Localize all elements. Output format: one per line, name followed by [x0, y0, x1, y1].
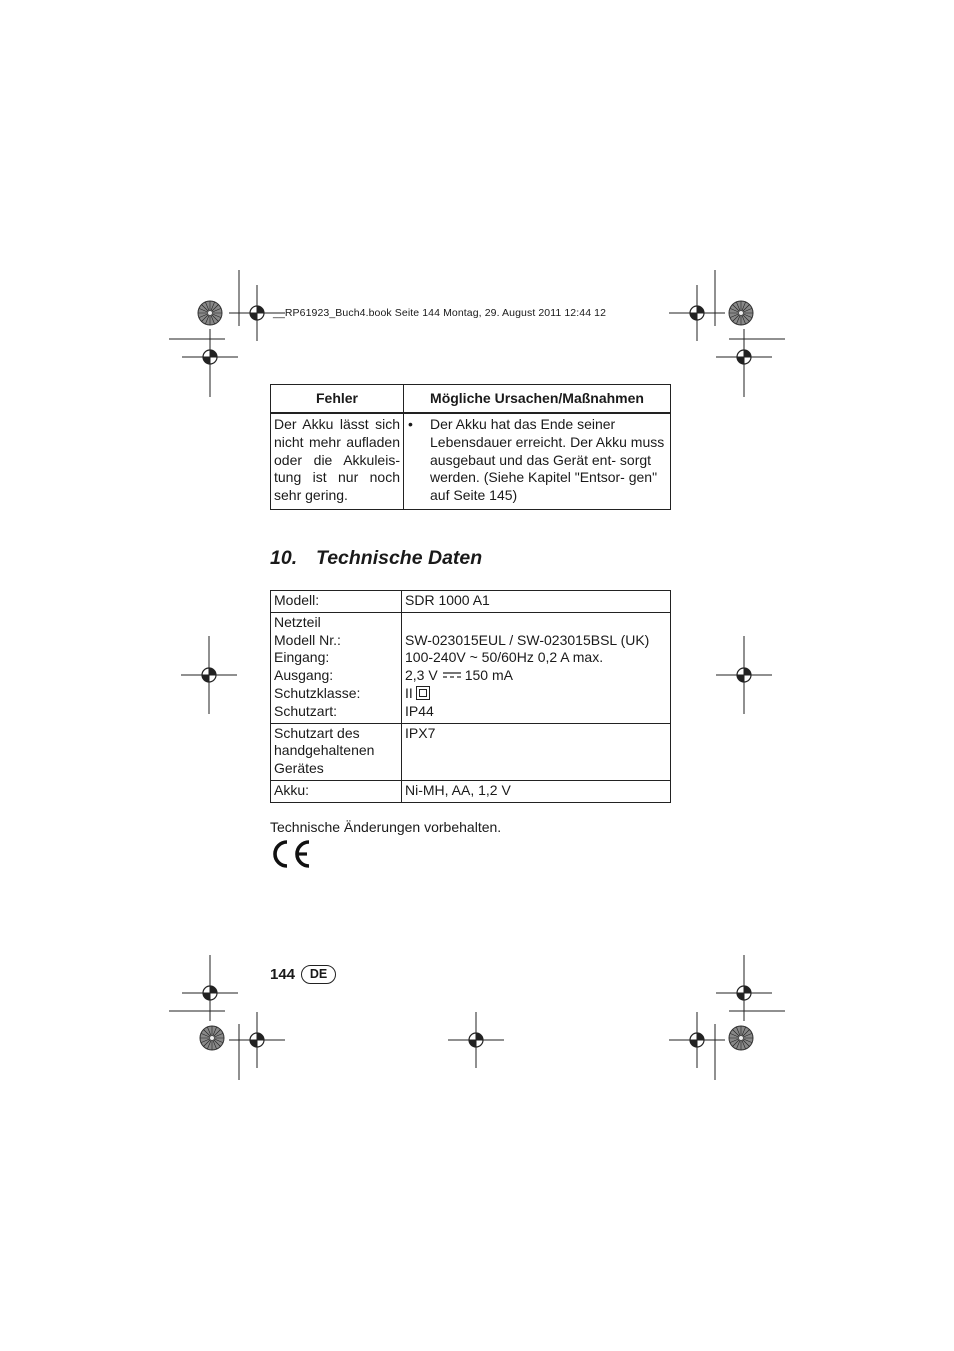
troubleshooting-table [270, 384, 671, 510]
spec-value: SDR 1000 A1 [402, 591, 671, 613]
dc-current-icon [443, 671, 461, 679]
spec-label: Schutzart des handgehaltenen Gerätes [271, 723, 402, 780]
change-notice: Technische Änderungen vorbehalten. [270, 819, 502, 835]
table-row [271, 612, 671, 723]
spec-label: Ausgang: [274, 667, 334, 684]
spec-value: 100-240V ~ 50/60Hz 0,2 A max. [405, 649, 604, 666]
spec-label-group [271, 612, 402, 723]
page-number: 144 [270, 966, 296, 983]
double-insulation-icon [416, 686, 430, 700]
ce-mark-icon [270, 838, 312, 870]
spec-label: Modell: [271, 591, 402, 613]
section-number: 10. [270, 547, 298, 569]
print-header: __RP61923_Buch4.book Seite 144 Montag, 29. August 2011 12:44 12 [273, 307, 607, 319]
table-row [271, 723, 671, 780]
spec-label: Eingang: [274, 649, 330, 666]
fault-cell: Der Akku lässt sich nicht mehr aufladen oder die Akkuleis- tung ist nur noch sehr gering. [271, 413, 404, 509]
section-heading [270, 547, 482, 570]
spec-value: Ni-MH, AA, 1,2 V [402, 780, 671, 802]
table-row [271, 780, 671, 802]
spec-value: IP44 [405, 702, 434, 719]
bullet: • [408, 416, 413, 432]
spec-label: Modell Nr.: [274, 631, 341, 648]
language-badge: DE [301, 965, 336, 984]
output-voltage: 2,3 V [405, 667, 438, 684]
spec-label: Schutzklasse: [274, 684, 361, 701]
spec-value-output [405, 667, 667, 685]
cause-cell [404, 413, 671, 509]
table-row [271, 413, 671, 509]
table-header-row [271, 385, 671, 414]
spec-label: Netzteil [274, 613, 321, 630]
technical-data-table [270, 590, 671, 803]
column-header-fault: Fehler [271, 385, 404, 414]
table-row [271, 591, 671, 613]
spec-label: Schutzart: [274, 702, 338, 719]
spec-value-class [405, 685, 667, 703]
output-current: 150 mA [464, 667, 513, 684]
spec-value-group [402, 612, 671, 723]
protection-class: II [405, 684, 413, 701]
spec-label: Akku: [271, 780, 402, 802]
spec-value: IPX7 [402, 723, 671, 780]
cause-text: Der Akku hat das Ende seiner Lebensdauer erreicht. Der Akku muss ausgebaut und das Gerät ent- sorgt werden. (Siehe Kapitel "Entsor- gen" auf Seite 145) [430, 416, 665, 504]
spec-value: SW-023015EUL / SW-023015BSL (UK) [405, 631, 650, 648]
column-header-causes: Mögliche Ursachen/Maßnahmen [404, 385, 671, 414]
section-title: Technische Daten [316, 547, 483, 569]
